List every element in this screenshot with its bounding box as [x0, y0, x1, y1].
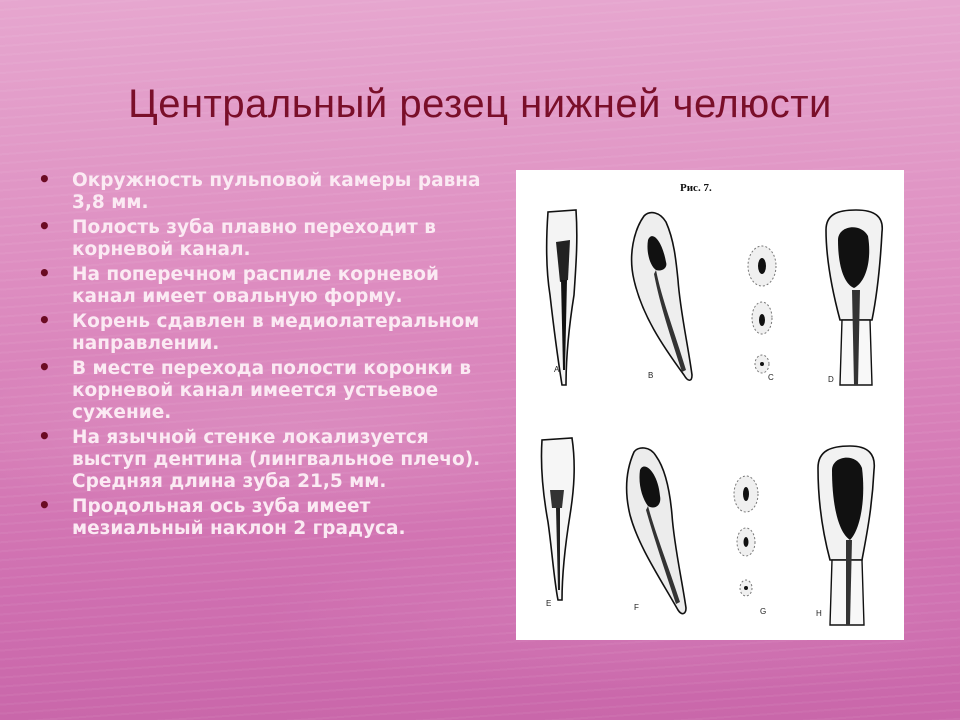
bullet-marker-icon: • — [38, 493, 51, 517]
bullet-text: Окружность пульповой камеры равна 3,8 мм. — [72, 170, 481, 213]
bullet-item — [38, 214, 498, 261]
bullet-text: Корень сдавлен в медиолатеральном направлении. — [72, 311, 480, 354]
view-label: H — [816, 609, 822, 618]
bullet-text: Продольная ось зуба имеет мезиальный наклон 2 градуса. — [72, 496, 406, 539]
view-label: B — [648, 371, 654, 380]
bullet-list — [38, 167, 498, 543]
figure-caption: Рис. 7. — [680, 182, 712, 194]
bullet-marker-icon: • — [38, 214, 51, 238]
bullet-marker-icon: • — [38, 308, 51, 332]
tooth-sections-illustration — [516, 170, 904, 640]
tooth-view-a — [547, 210, 577, 385]
bullet-marker-icon: • — [38, 355, 51, 379]
tooth-view-b — [632, 213, 692, 381]
slide-title: Центральный резец нижней челюсти — [128, 82, 832, 126]
tooth-figure-panel — [516, 170, 904, 640]
view-label: F — [634, 603, 639, 612]
bullet-text: В месте перехода полости коронки в корневой канал имеется устьевое сужение. — [72, 358, 472, 423]
tooth-view-h — [816, 446, 874, 625]
bullet-item — [38, 355, 498, 424]
tooth-view-f — [627, 448, 686, 614]
bullet-item — [38, 261, 498, 308]
tooth-view-g — [734, 476, 766, 616]
bullet-marker-icon: • — [38, 167, 51, 191]
tooth-view-c — [748, 246, 776, 382]
bullet-item — [38, 308, 498, 355]
bullet-marker-icon: • — [38, 261, 51, 285]
view-label: C — [768, 373, 774, 382]
bullet-item — [38, 493, 498, 540]
bullet-item — [38, 167, 498, 214]
view-label: A — [554, 365, 560, 374]
bullet-item — [38, 424, 498, 493]
bullet-text: На язычной стенке локализуется выступ дентина (лингвальное плечо). Средняя длина зуба 21,5 мм. — [72, 427, 481, 492]
tooth-view-e — [541, 438, 574, 608]
tooth-view-d — [826, 210, 882, 385]
bullet-text: На поперечном распиле корневой канал имеет овальную форму. — [72, 264, 439, 307]
bullet-marker-icon: • — [38, 424, 51, 448]
view-label: D — [828, 375, 834, 384]
view-label: G — [760, 607, 767, 616]
bullet-text: Полость зуба плавно переходит в корневой канал. — [72, 217, 436, 260]
view-label: E — [546, 599, 552, 608]
